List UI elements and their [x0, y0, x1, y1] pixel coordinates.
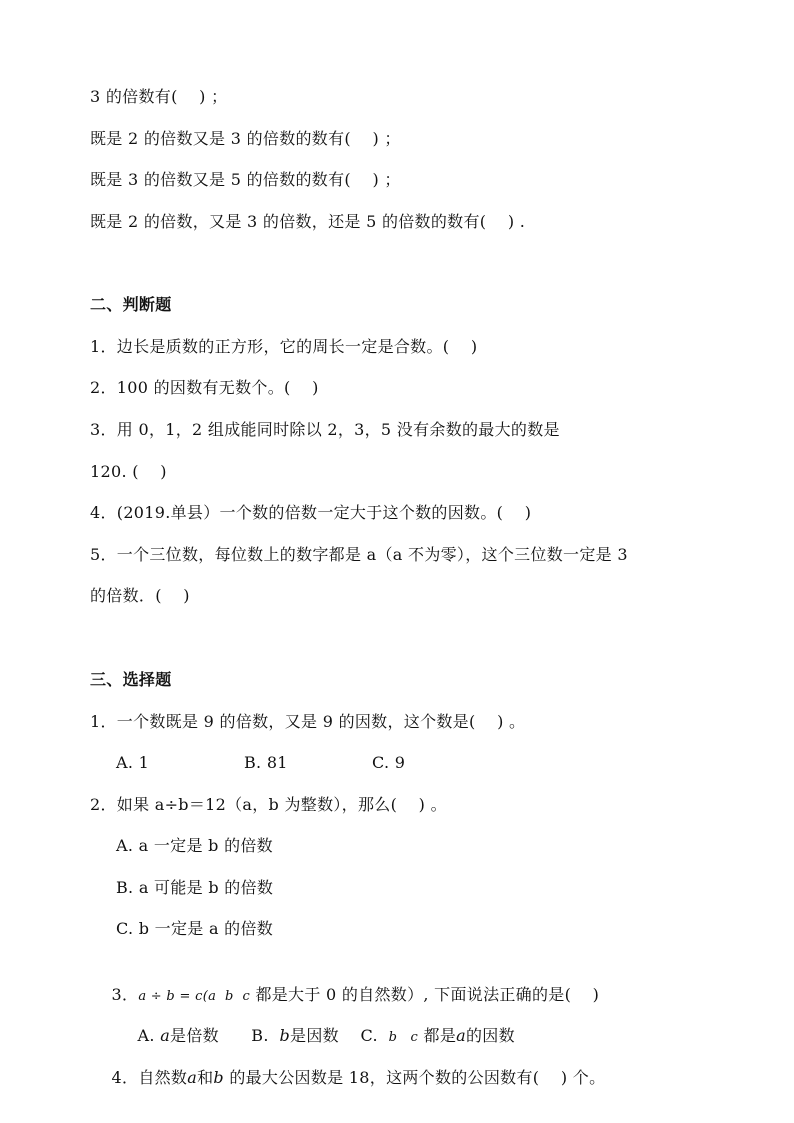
q3-math-expression: a ÷ b = c(a b c: [138, 989, 251, 1004]
choice-question-3: [90, 959, 600, 1004]
q4-var-a: a: [187, 1068, 198, 1087]
judgement-item-1: 1．边长是质数的正方形，它的周长一定是合数。( ): [90, 337, 478, 356]
q3-option-b-var: b: [279, 1026, 291, 1045]
q3-option-a-label: A.: [137, 1026, 155, 1045]
choice-question-2: 2．如果 a÷b＝12（a，b 为整数），那么( ) 。: [90, 795, 447, 814]
choice-q1-option-c: C. 9: [372, 753, 406, 772]
question-multiples-of-2-3-5: 既是 2 的倍数，又是 3 的倍数，还是 5 的倍数的数有( ) .: [90, 212, 526, 231]
q3-option-b-text: 是因数: [290, 1026, 339, 1045]
choice-q1-option-b: B. 81: [244, 753, 288, 772]
judgement-item-3: 3．用 0，1，2 组成能同时除以 2，3，5 没有余数的最大的数是: [90, 420, 560, 439]
q4-rest: 的最大公因数是 18，这两个数的公因数有( ) 个。: [223, 1068, 606, 1087]
judgement-item-3-continued: 120. ( ): [90, 462, 167, 481]
question-multiples-of-3-and-5: 既是 3 的倍数又是 5 的倍数的数有( ) ；: [90, 170, 401, 189]
q4-prefix: 4．自然数: [111, 1068, 188, 1087]
q3-option-a-var: a: [160, 1026, 171, 1045]
q3-number: 3．: [111, 985, 139, 1004]
q3-rest: 都是大于 0 的自然数）, 下面说法正确的是( ): [250, 985, 600, 1004]
q3-option-b-label: B.: [251, 1026, 269, 1045]
q3-option-c-text2: 的因数: [465, 1026, 515, 1045]
choice-q2-option-a: A. a 一定是 b 的倍数: [116, 836, 273, 855]
section-heading-choice: 三、选择题: [90, 670, 172, 689]
judgement-item-5: 5．一个三位数，每位数上的数字都是 a（a 不为零），这个三位数一定是 3: [90, 545, 628, 564]
choice-question-4: [90, 1042, 606, 1087]
q3-option-c-label: C.: [360, 1026, 378, 1045]
choice-q2-option-c: C. b 一定是 a 的倍数: [116, 919, 274, 938]
question-multiples-of-3: 3 的倍数有( ) ；: [90, 87, 228, 106]
judgement-item-4: 4．(2019.单县）一个数的倍数一定大于这个数的因数。( ): [90, 503, 532, 522]
q3-option-c-text1: 都是: [423, 1026, 457, 1045]
q4-mid: 和: [197, 1068, 214, 1087]
choice-q2-option-b: B. a 可能是 b 的倍数: [116, 878, 274, 897]
question-multiples-of-2-and-3: 既是 2 的倍数又是 3 的倍数的数有( ) ；: [90, 129, 401, 148]
choice-q1-option-a: A. 1: [116, 753, 150, 772]
judgement-item-5-continued: 的倍数．( ): [90, 586, 190, 605]
q3-option-c-vars: b c: [388, 1030, 419, 1045]
judgement-item-2: 2．100 的因数有无数个。( ): [90, 378, 319, 397]
q4-var-b: b: [213, 1068, 224, 1087]
choice-q3-options: [116, 1000, 515, 1045]
q3-option-c-var2: a: [456, 1026, 466, 1045]
q3-option-a-text: 是倍数: [170, 1026, 219, 1045]
section-heading-judgement: 二、判断题: [90, 295, 172, 314]
choice-question-1: 1．一个数既是 9 的倍数，又是 9 的因数，这个数是( ) 。: [90, 712, 526, 731]
